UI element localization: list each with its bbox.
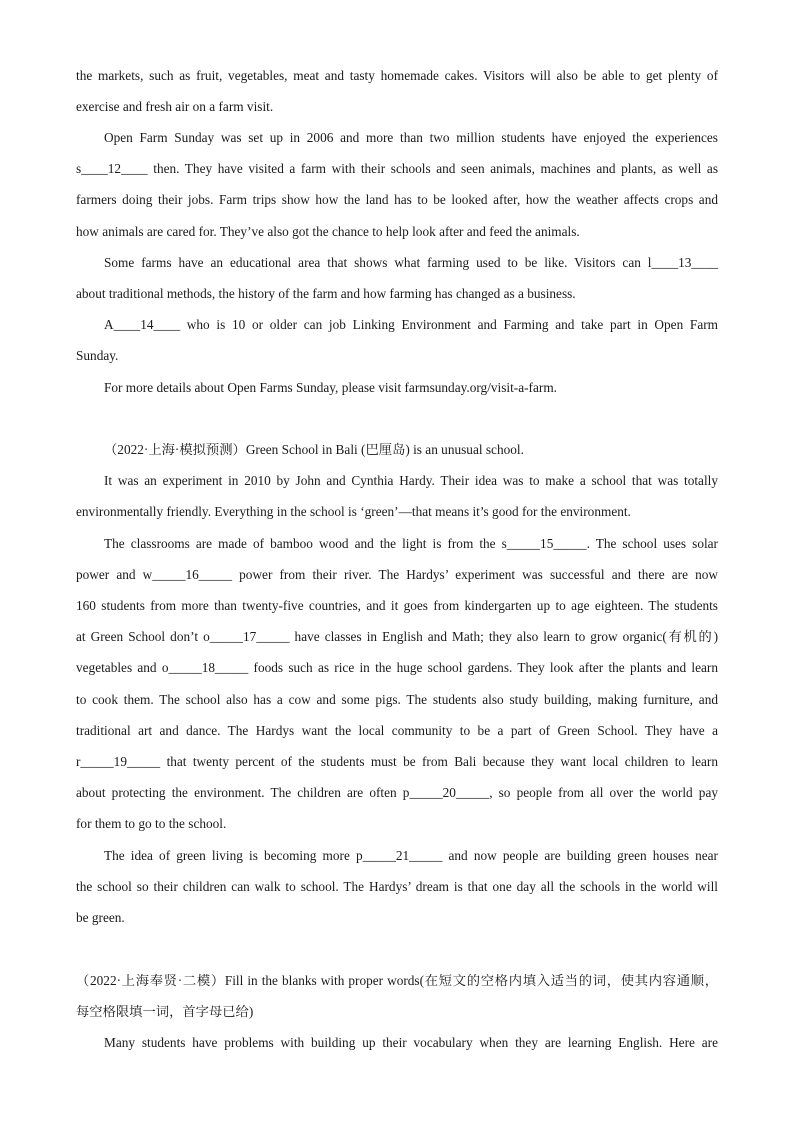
paragraph-line: environmentally friendly. Everything in the school is ‘green’—that means it’s good for the environment.	[76, 504, 631, 519]
paragraph-line: about protecting the environment. The children are often p_____20_____, so people from all over the world pay	[76, 785, 718, 800]
paragraph-line: The classrooms are made of bamboo wood and the light is from the s_____15_____. The school uses solar	[104, 536, 718, 551]
paragraph-line: at Green School don’t o_____17_____ have classes in English and Math; they also learn to grow organic(有机的)	[76, 629, 718, 644]
paragraph-line: power and w_____16_____ power from their river. The Hardys’ experiment was successful and there are now	[76, 567, 718, 582]
paragraph-line: The idea of green living is becoming more p_____21_____ and now people are building green houses near	[104, 848, 718, 863]
paragraph-line: about traditional methods, the history of the farm and how farming has changed as a business.	[76, 286, 576, 301]
paragraph-line: exercise and fresh air on a farm visit.	[76, 99, 274, 114]
paragraph-line: the markets, such as fruit, vegetables, meat and tasty homemade cakes. Visitors will also be able to get plenty of	[76, 68, 718, 83]
paragraph-line: Many students have problems with building up their vocabulary when they are learning English. Here are	[104, 1035, 718, 1050]
paragraph-line: For more details about Open Farms Sunday, please visit farmsunday.org/visit-a-farm.	[104, 380, 557, 395]
paragraph-line: Sunday.	[76, 348, 119, 363]
paragraph-line: vegetables and o_____18_____ foods such as rice in the huge school gardens. They look after the plants and learn	[76, 660, 718, 675]
paragraph-line: for them to go to the school.	[76, 816, 227, 831]
paragraph-line: r_____19_____ that twenty percent of the students must be from Bali because they want local children to learn	[76, 754, 718, 769]
question-source-line: （2022·上海·模拟预测）Green School in Bali (巴厘岛) is an unusual school.	[104, 442, 524, 457]
paragraph-line: Open Farm Sunday was set up in 2006 and more than two million students have enjoyed the experiences	[104, 130, 718, 145]
paragraph-line: 160 students from more than twenty-five countries, and it goes from kindergarten up to age eighteen. The students	[76, 598, 718, 613]
paragraph-line: Some farms have an educational area that shows what farming used to be like. Visitors can l____13____	[104, 255, 718, 270]
paragraph-line: to cook them. The school also has a cow and some pigs. The students also study building, making furniture, and	[76, 692, 718, 707]
paragraph-line: s____12____ then. They have visited a farm with their schools and seen animals, machines and plants, as well as	[76, 161, 718, 176]
paragraph-line: traditional art and dance. The Hardys want the local community to be a part of Green School. They have a	[76, 723, 718, 738]
question-source-line: （2022·上海奉贤·二模）Fill in the blanks with proper words(在短文的空格内填入适当的词，使其内容通顺，	[76, 973, 718, 988]
paragraph-line: the school so their children can walk to school. The Hardys’ dream is that one day all the schools in the world will	[76, 879, 718, 894]
paragraph-line: be green.	[76, 910, 125, 925]
paragraph-line: A____14____ who is 10 or older can job Linking Environment and Farming and take part in Open Farm	[104, 317, 718, 332]
paragraph-line: 每空格限填一词，首字母已给)	[76, 1004, 254, 1019]
paragraph-line: how animals are cared for. They’ve also got the chance to help look after and feed the animals.	[76, 224, 580, 239]
paragraph-line: It was an experiment in 2010 by John and Cynthia Hardy. Their idea was to make a school that was totally	[104, 473, 718, 488]
paragraph-line: farmers doing their jobs. Farm trips show how the land has to be looked after, how the weather affects crops and	[76, 192, 718, 207]
